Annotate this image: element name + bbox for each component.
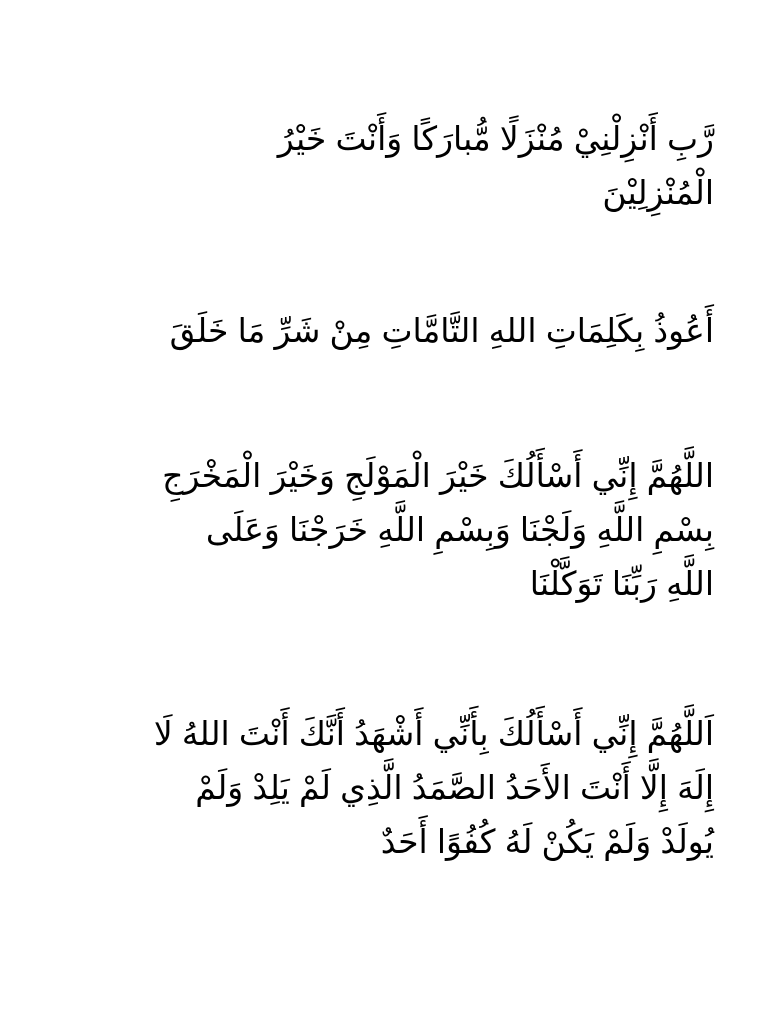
dua-4-line-3: يُولَدْ وَلَمْ يَكُنْ لَهُ كُفُوًا أَحَدٌ: [380, 823, 714, 860]
dua-1-line-1: رَّبِ أَنْزِلْنِيْ مُنْزَلًا مُّبارَكًا وَأَنْتَ خَيْرُ: [277, 120, 714, 157]
dua-1-line-2: الْمُنْزِلِيْنَ: [602, 174, 714, 211]
dua-paragraph-4: [94, 707, 714, 869]
dua-paragraph-2: [94, 304, 714, 358]
dua-3-line-1: اللَّهُمَّ إِنِّي أَسْأَلُكَ خَيْرَ الْمَوْلَجِ وَخَيْرَ الْمَخْرَجِ: [162, 457, 714, 494]
dua-3-line-2: بِسْمِ اللَّهِ وَلَجْنَا وَبِسْمِ اللَّهِ خَرَجْنَا وَعَلَى: [205, 511, 714, 548]
dua-4-line-1: اَللَّهُمَّ إِنِّي أَسْأَلُكَ بِأَنِّي أَشْهَدُ أَنَّكَ أَنْتَ اللهُ لَا: [153, 715, 714, 752]
dua-4-line-2: إِلَهَ إِلَّا أَنْتَ الأَحَدُ الصَّمَدُ الَّذِي لَمْ يَلِدْ وَلَمْ: [195, 769, 714, 806]
dua-3-line-3: اللَّهِ رَبِّنَا تَوَكَّلْنَا: [529, 565, 714, 602]
dua-paragraph-3: [94, 449, 714, 611]
dua-2-line-1: أَعُوذُ بِكَلِمَاتِ اللهِ التَّامَّاتِ مِنْ شَرِّ مَا خَلَقَ: [169, 312, 714, 349]
dua-paragraph-1: [94, 112, 714, 220]
